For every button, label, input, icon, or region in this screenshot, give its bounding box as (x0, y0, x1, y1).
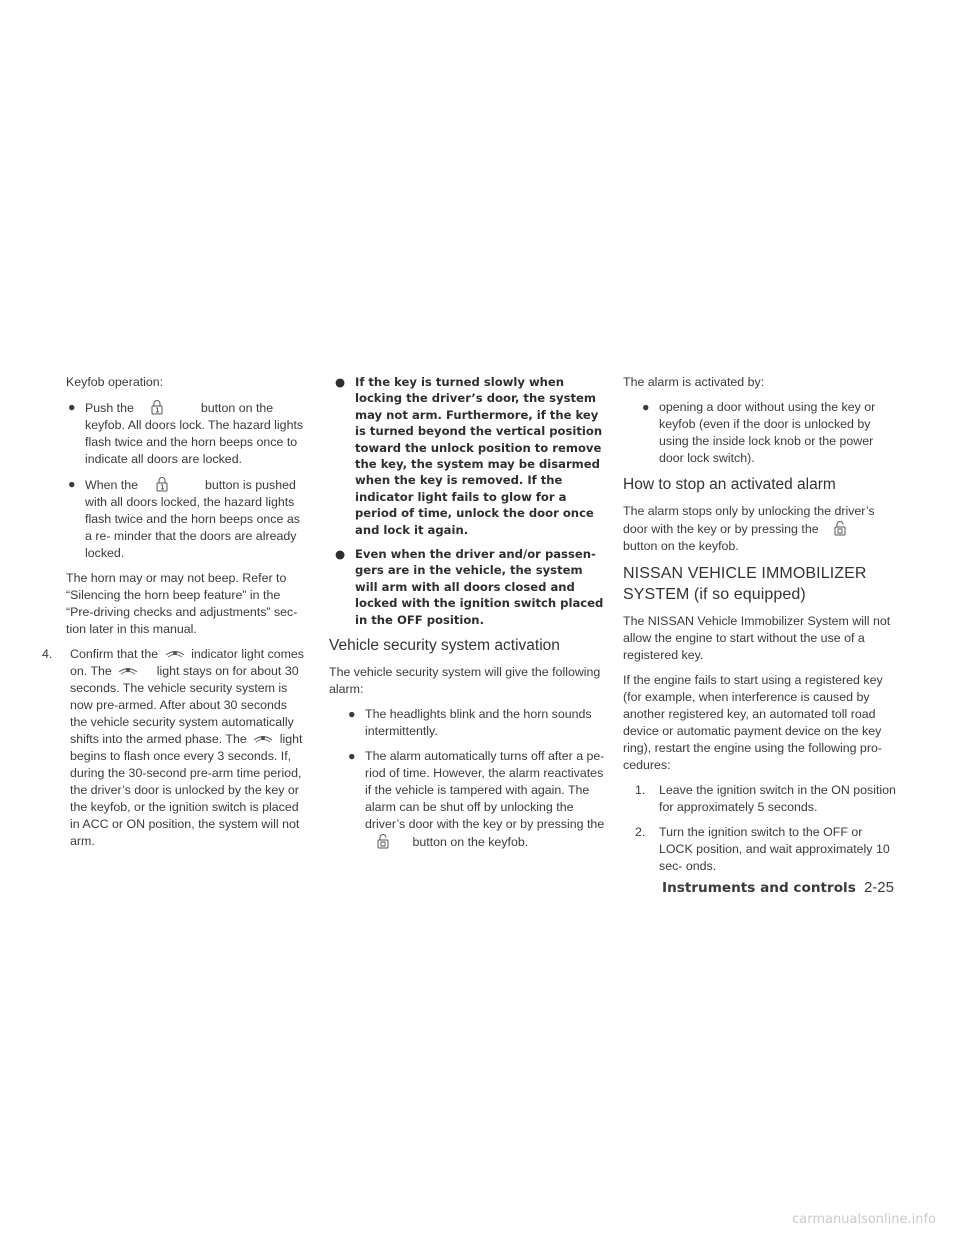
bullet-dot: ● (68, 477, 76, 491)
immobilizer-p1: The NISSAN Vehicle Immobilizer System will not allow the engine to start without the use of a registered key. (623, 614, 891, 662)
page-number: 2-25 (863, 879, 894, 896)
warning-slow-key: ● If the key is turned slowly when locking the driver’s door, the system may not arm. Furthermore, if the key is turned beyond the vertical position toward the unlock position to remove the key, the system may be disarmed when the key is removed. If the indicator light fails to glow for a period of time, unlock the door once and lock it again. (335, 375, 603, 537)
column-middle (329, 374, 607, 859)
bullet-alarm-turns-off: ● The alarm automatically turns off after a pe- riod of time. However, the alarm reactivates if the vehicle is tampered with again. The alarm can be shut off by unlocking the driver’s door with the key or by pressing the button on the keyfob. (348, 749, 605, 850)
section-heading-stop-alarm: How to stop an activated alarm (623, 476, 836, 493)
alarm-activated-intro: The alarm is activated by: (623, 375, 765, 389)
bullet-dot: ● (335, 375, 346, 389)
step-4: 4. Confirm that the indicator light comes on. The light stays on for about 30 seconds. The vehicle security system is now pre-armed. After about 30 seconds the vehicle security system automatically shifts into the armed phase. The light begins to flash once every 3 seconds. If, during the 30-second pre-arm time period, the driver’s door is unlocked by the key or the keyfob, or the ignition switch is placed in ACC or ON position, the system will not arm. (42, 647, 305, 848)
section-heading-immobilizer: NISSAN VEHICLE IMMOBILIZER SYSTEM (if so equipped) (623, 565, 867, 603)
immobilizer-p2: If the engine fails to start using a registered key (for example, when interference is caused by another registered key, an automated toll road device or automatic payment device on the key ring), restart the engine using the following pro- cedures: (623, 673, 883, 772)
restart-step-1: 1. Leave the ignition switch in the ON position for approximately 5 seconds. (635, 783, 896, 814)
column-left (42, 374, 306, 858)
page-footer (662, 879, 894, 896)
step-number: 1. (635, 783, 646, 797)
security-indicator-icon (117, 664, 139, 678)
keyfob-operation-heading: Keyfob operation: (66, 375, 164, 389)
bullet-lock: ● Push the button on the keyfob. All doors lock. The hazard lights flash twice and the horn beeps once to indicate all doors are locked. (68, 400, 304, 466)
bullet-dot: ● (348, 707, 356, 722)
footer-section-title: Instruments and controls (662, 880, 856, 896)
column-right (623, 374, 899, 883)
restart-step-2: 2. Turn the ignition switch to the OFF or LOCK position, and wait approximately 10 sec- onds. (635, 825, 890, 873)
warning-passengers: ● Even when the driver and/or passen- gers are in the vehicle, the system will arm with all doors closed and locked with the ignition switch placed in the OFF position. (335, 547, 604, 627)
unlock-button-icon (834, 520, 846, 536)
lock-button-icon (156, 476, 168, 492)
activation-intro: The vehicle security system will give the following alarm: (329, 665, 601, 697)
horn-note: The horn may or may not beep. Refer to “Silencing the horn beep feature” in the “Pre-driving checks and adjustments” sec- tion later in this manual. (66, 571, 298, 636)
security-indicator-icon (164, 647, 186, 661)
unlock-button-icon (377, 833, 389, 849)
step-number: 2. (635, 825, 646, 839)
step-number: 4. (42, 647, 53, 661)
bullet-opening-door: ● opening a door without using the key or keyfob (even if the door is unlocked by using the inside lock knob or the power door lock switch). (642, 400, 876, 465)
lock-button-icon (151, 399, 163, 415)
bullet-dot: ● (68, 400, 76, 414)
stop-alarm-text: The alarm stops only by unlocking the driver’s door with the key or by pressing the button on the keyfob. (623, 504, 875, 553)
security-indicator-icon (252, 732, 274, 746)
bullet-already-locked: ● When the button is pushed with all doors locked, the hazard lights flash twice and the horn beeps once as a re- minder that the doors are already locked. (68, 477, 300, 560)
bullet-dot: ● (642, 400, 650, 414)
watermark: carmanualsonline.info (792, 1212, 936, 1227)
bullet-dot: ● (348, 749, 356, 764)
bullet-headlights: ● The headlights blink and the horn sounds intermittently. (348, 707, 592, 739)
section-heading-activation: Vehicle security system activation (329, 637, 560, 655)
bullet-dot: ● (335, 547, 346, 562)
